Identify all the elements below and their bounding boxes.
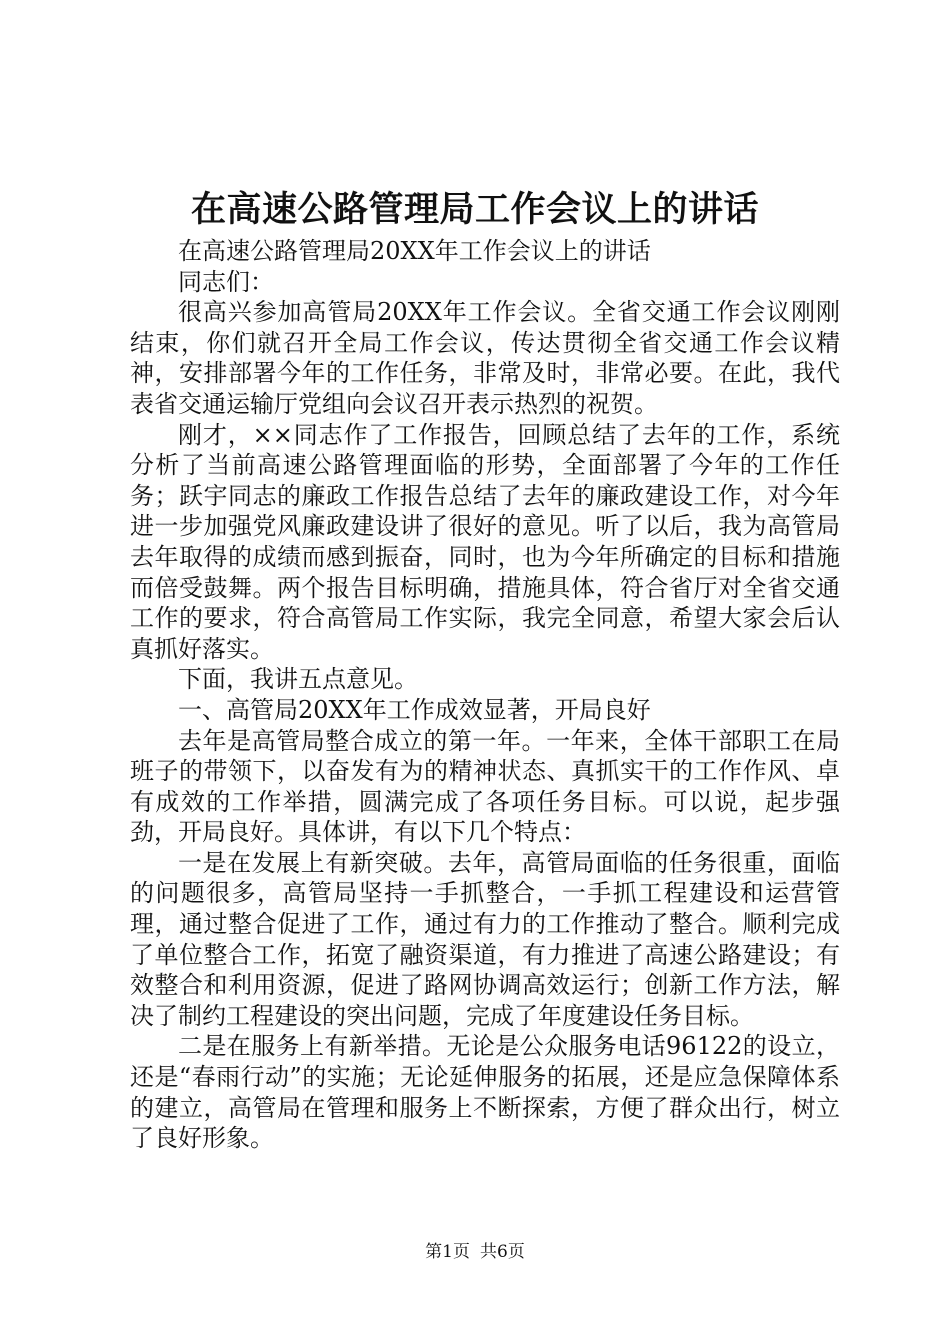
page-number-current: 第1页 [425,1242,470,1262]
paragraph-report-review: 刚才，××同志作了工作报告，回顾总结了去年的工作，系统分析了当前高速公路管理面临的形势，全面部署了今年的工作任务；跃宇同志的廉政工作报告总结了去年的廉政建设工作，对今年进一步加强党风廉政建设讲了很好的意见。听了以后，我为高管局去年取得的成绩而感到振奋，同时，也为今年所确定的目标和措施而倍受鼓舞。两个报告目标明确，措施具体，符合省厅对全省交通工作的要求，符合高管局工作实际，我完全同意，希望大家会后认真抓好落实。 [130,420,840,663]
section-heading-1: 一、高管局20XX年工作成效显著，开局良好 [178,695,651,724]
paragraph-development: 一是在发展上有新突破。去年，高管局面临的任务很重，面临的问题很多，高管局坚持一手抓整合，一手抓工程建设和运营管理，通过整合促进了工作，通过有力的工作推动了整合。顺利完成了单位整合工作，拓宽了融资渠道，有力推进了高速公路建设；有效整合和利用资源，促进了路网协调高效运行；创新工作方法，解决了制约工程建设的突出问题，完成了年度建设任务目标。 [130,848,840,1030]
paragraph-service: 二是在服务上有新举措。无论是公众服务电话96122的设立，还是“春雨行动”的实施；无论延伸服务的拓展，还是应急保障体系的建立，高管局在管理和服务上不断探索，方便了群众出行，树立了良好形象。 [130,1032,840,1153]
paragraph-first-year: 去年是高管局整合成立的第一年。一年来，全体干部职工在局班子的带领下，以奋发有为的精神状态、真抓实干的工作作风、卓有成效的工作举措，圆满完成了各项任务目标。可以说，起步强劲，开局良好。具体讲，有以下几个特点： [130,726,840,847]
paragraph-subtitle: 在高速公路管理局20XX年工作会议上的讲话 [178,237,651,265]
page-footer [0,1240,950,1264]
page-number-total: 共6页 [480,1242,525,1262]
document-title: 在高速公路管理局工作会议上的讲话 [190,189,759,230]
paragraph-salutation: 同志们： [178,267,274,296]
paragraph-opening: 很高兴参加高管局20XX年工作会议。全省交通工作会议刚刚结束，你们就召开全局工作会议，传达贯彻全省交通工作会议精神，安排部署今年的工作任务，非常及时，非常必要。在此，我代表省交通运输厅党组向会议召开表示热烈的祝贺。 [130,298,840,418]
paragraph-five-points: 下面，我讲五点意见。 [178,665,418,694]
document-body [130,236,840,1154]
